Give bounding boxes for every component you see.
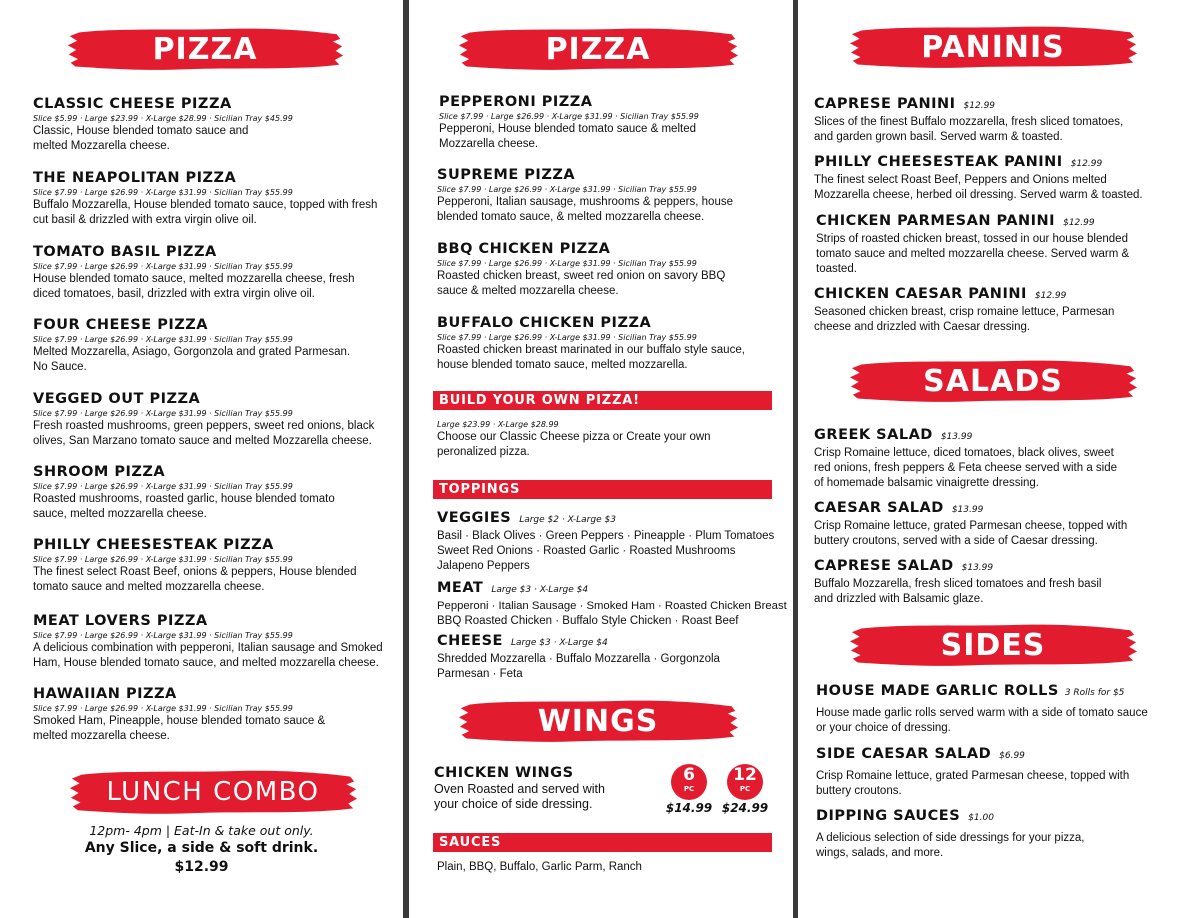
menu-item <box>816 682 1191 736</box>
lunch-price: $12.99 <box>174 859 229 875</box>
section-heading: PIZZA <box>545 31 651 67</box>
menu-item <box>816 807 1191 861</box>
item-price: $12.99 <box>963 101 996 111</box>
item-price: 3 Rolls for $5 <box>1064 688 1125 698</box>
menu-item <box>814 153 1194 203</box>
menu-panel-right <box>798 0 1200 918</box>
badge-count: 6 <box>683 765 695 785</box>
item-name: CAPRESE SALAD <box>814 558 954 574</box>
sauces-bar: SAUCES <box>433 833 772 852</box>
item-prices: Slice $7.99 · Large $26.99 · X-Large $31.99 · Sicilian Tray $55.99 <box>439 112 699 121</box>
menu-item <box>814 95 1189 145</box>
item-description: House blended tomato sauce, melted mozzarella cheese, fresh diced tomatoes, basil, drizzled with extra virgin olive oil. <box>33 273 355 300</box>
menu-item <box>437 166 782 225</box>
menu-item <box>814 426 1189 491</box>
build-your-own-info <box>437 419 777 460</box>
lunch-deal: Any Slice, a side & soft drink. <box>84 840 319 856</box>
menu-item <box>814 557 1189 607</box>
section-heading: WINGS <box>537 703 659 739</box>
item-name: CHICKEN CAESAR PANINI <box>814 286 1027 302</box>
item-name: CAESAR SALAD <box>814 500 944 516</box>
item-description: The finest select Roast Beef, Peppers and Onions melted Mozzarella cheese, herbed oil dressing. Served warm & toasted. <box>814 174 1143 201</box>
item-description: Slices of the finest Buffalo mozzarella, fresh sliced tomatoes, and garden grown basil. Served warm & toasted. <box>814 116 1124 143</box>
item-description: Buffalo Mozzarella, fresh sliced tomatoes and fresh basil and drizzled with Balsamic glaze. <box>814 578 1102 605</box>
section-heading: SALADS <box>923 363 1063 399</box>
wings-banner <box>457 698 739 744</box>
item-description: Crisp Romaine lettuce, diced tomatoes, black olives, sweet red onions, fresh peppers & Feta cheese served with a side of homemade balsamic vinaigrette dressing. <box>814 447 1118 489</box>
item-description: Roasted mushrooms, roasted garlic, house blended tomato sauce, melted mozzarella cheese. <box>33 493 335 520</box>
item-name: CLASSIC CHEESE PIZZA <box>33 96 232 112</box>
section-heading: SIDES <box>940 627 1046 663</box>
item-prices: Slice $7.99 · Large $26.99 · X-Large $31.99 · Sicilian Tray $55.99 <box>437 259 697 268</box>
menu-item <box>33 316 393 375</box>
menu-item <box>437 314 782 373</box>
item-name: BUFFALO CHICKEN PIZZA <box>437 315 652 331</box>
build-your-own-bar: BUILD YOUR OWN PIZZA! <box>433 391 772 410</box>
item-prices: Slice $7.99 · Large $26.99 · X-Large $31.99 · Sicilian Tray $55.99 <box>33 262 293 271</box>
item-name: SHROOM PIZZA <box>33 464 166 480</box>
topping-list: Jalapeno Peppers <box>437 560 530 572</box>
item-price: $1.00 <box>968 813 994 823</box>
item-name: CHICKEN WINGS <box>434 765 574 781</box>
menu-item <box>33 463 393 522</box>
topping-list: Parmesan · Feta <box>437 668 523 680</box>
sauce-list: Plain, BBQ, Buffalo, Garlic Parm, Ranch <box>437 861 642 873</box>
menu-item <box>814 499 1189 549</box>
item-description: Crisp Romaine lettuce, grated Parmesan cheese, topped with buttery croutons, served with a side of Caesar dressing. <box>814 520 1128 547</box>
paninis-banner <box>848 24 1138 70</box>
item-name: VEGGED OUT PIZZA <box>33 391 201 407</box>
topping-list: Shredded Mozzarella · Buffalo Mozzarella · Gorgonzola <box>437 653 720 665</box>
item-description: Fresh roasted mushrooms, green peppers, sweet red onions, black olives, San Marzano tomato sauce and melted Mozzarella cheese. <box>33 420 375 447</box>
topping-group-cheese <box>437 632 792 682</box>
menu-item <box>33 390 393 449</box>
topping-group-prices: Large $3 · X-Large $4 <box>510 638 608 648</box>
item-description: your choice of side dressing. <box>434 797 593 811</box>
item-name: HOUSE MADE GARLIC ROLLS <box>816 683 1059 699</box>
pizza-banner <box>457 26 739 72</box>
topping-group-meat <box>437 579 792 629</box>
topping-group-name: VEGGIES <box>437 510 512 526</box>
menu-item <box>33 612 393 671</box>
lunch-hours: 12pm- 4pm | Eat-In & take out only. <box>89 823 314 838</box>
lunch-combo-info <box>0 822 403 877</box>
item-name: PHILLY CHEESESTEAK PANINI <box>814 154 1063 170</box>
item-price: $12.99 <box>1063 218 1095 228</box>
item-price: $12.99 <box>1034 291 1067 301</box>
item-description: Melted Mozzarella, Asiago, Gorgonzola and grated Parmesan. No Sauce. <box>33 346 351 373</box>
sides-banner <box>848 622 1138 668</box>
item-prices: Slice $7.99 · Large $26.99 · X-Large $31.99 · Sicilian Tray $55.99 <box>33 482 293 491</box>
item-description: A delicious combination with pepperoni, Italian sausage and Smoked Ham, House blended tomato sauce, and melted mozzarella cheese. <box>33 642 383 669</box>
badge-unit: PC <box>683 785 695 793</box>
menu-item <box>439 93 784 152</box>
item-name: SUPREME PIZZA <box>437 167 576 183</box>
item-description: Strips of roasted chicken breast, tossed in our house blended tomato sauce and melted mozzarella cheese. Served warm & toasted. <box>816 233 1130 275</box>
item-name: CAPRESE PANINI <box>814 96 956 112</box>
topping-list: Pepperoni · Italian Sausage · Smoked Ham · Roasted Chicken Breast <box>437 600 787 612</box>
item-name: FOUR CHEESE PIZZA <box>33 317 208 333</box>
menu-item <box>814 285 1189 335</box>
item-description: Oven Roasted and served with <box>434 782 605 796</box>
item-price: $6.99 <box>999 751 1025 761</box>
item-name: PHILLY CHEESESTEAK PIZZA <box>33 537 274 553</box>
badge-unit: PC <box>739 785 751 793</box>
menu-item <box>33 536 393 595</box>
item-name: PEPPERONI PIZZA <box>439 94 593 110</box>
menu-item-wings <box>434 764 654 812</box>
topping-group-name: CHEESE <box>437 633 503 649</box>
item-description: Crisp Romaine lettuce, grated Parmesan cheese, topped with buttery croutons. <box>816 770 1130 797</box>
menu-panel-left <box>0 0 403 918</box>
item-prices: Slice $5.99 · Large $23.99 · X-Large $28.99 · Sicilian Tray $45.99 <box>33 114 293 123</box>
item-name: THE NEAPOLITAN PIZZA <box>33 170 237 186</box>
lunch-combo-banner <box>68 768 358 816</box>
item-prices: Slice $7.99 · Large $26.99 · X-Large $31.99 · Sicilian Tray $55.99 <box>33 188 293 197</box>
menu-item <box>437 240 782 299</box>
menu-item <box>33 243 393 302</box>
item-prices: Slice $7.99 · Large $26.99 · X-Large $31.99 · Sicilian Tray $55.99 <box>33 555 293 564</box>
item-prices: Slice $7.99 · Large $26.99 · X-Large $31.99 · Sicilian Tray $55.99 <box>437 333 697 342</box>
item-description: House made garlic rolls served warm with a side of tomato sauce or your choice of dressing. <box>816 707 1148 734</box>
topping-group-prices: Large $3 · X-Large $4 <box>491 585 589 595</box>
item-price: $13.99 <box>940 432 973 442</box>
wings-6pc-price: $14.99 <box>665 801 713 815</box>
topping-group-prices: Large $2 · X-Large $3 <box>519 515 616 525</box>
menu-item <box>33 685 393 744</box>
item-name: MEAT LOVERS PIZZA <box>33 613 208 629</box>
item-description: Seasoned chicken breast, crisp romaine lettuce, Parmesan cheese and drizzled with Caesar dressing. <box>814 306 1115 333</box>
pizza-banner <box>66 26 344 72</box>
item-name: TOMATO BASIL PIZZA <box>33 244 217 260</box>
item-name: HAWAIIAN PIZZA <box>33 686 177 702</box>
item-prices: Large $23.99 · X-Large $28.99 <box>437 420 559 429</box>
item-description: Roasted chicken breast marinated in our buffalo style sauce, house blended tomato sauce, melted mozzarella. <box>437 344 745 371</box>
wings-12pc-price: $24.99 <box>721 801 769 815</box>
section-heading: LUNCH COMBO <box>106 777 320 807</box>
toppings-bar: TOPPINGS <box>433 480 772 499</box>
item-prices: Slice $7.99 · Large $26.99 · X-Large $31.99 · Sicilian Tray $55.99 <box>437 185 697 194</box>
item-description: Choose our Classic Cheese pizza or Create your own peronalized pizza. <box>437 431 711 458</box>
wings-6pc-badge <box>671 764 707 800</box>
item-description: Roasted chicken breast, sweet red onion on savory BBQ sauce & melted mozzarella cheese. <box>437 270 726 297</box>
item-description: Pepperoni, House blended tomato sauce & melted Mozzarella cheese. <box>439 123 696 150</box>
item-prices: Slice $7.99 · Large $26.99 · X-Large $31.99 · Sicilian Tray $55.99 <box>33 704 293 713</box>
topping-group-name: MEAT <box>437 580 484 596</box>
item-price: $13.99 <box>951 505 984 515</box>
menu-item <box>816 745 1191 799</box>
item-name: SIDE CAESAR SALAD <box>816 746 992 762</box>
item-name: BBQ CHICKEN PIZZA <box>437 241 611 257</box>
topping-list: Basil · Black Olives · Green Peppers · Pineapple · Plum Tomatoes <box>437 530 775 542</box>
item-description: The finest select Roast Beef, onions & peppers, House blended tomato sauce and melted mozzarella cheese. <box>33 566 357 593</box>
item-price: $13.99 <box>961 563 994 573</box>
menu-panel-center <box>409 0 793 918</box>
item-description: Pepperoni, Italian sausage, mushrooms & peppers, house blended tomato sauce, & melted mozzarella cheese. <box>437 196 733 223</box>
item-description: Smoked Ham, Pineapple, house blended tomato sauce & melted mozzarella cheese. <box>33 715 326 742</box>
item-prices: Slice $7.99 · Large $26.99 · X-Large $31.99 · Sicilian Tray $55.99 <box>33 631 293 640</box>
item-price: $12.99 <box>1070 159 1103 169</box>
topping-list: Sweet Red Onions · Roasted Garlic · Roasted Mushrooms <box>437 545 736 557</box>
item-description: Classic, House blended tomato sauce and melted Mozzarella cheese. <box>33 125 249 152</box>
item-prices: Slice $7.99 · Large $26.99 · X-Large $31.99 · Sicilian Tray $55.99 <box>33 409 293 418</box>
item-description: A delicious selection of side dressings for your pizza, wings, salads, and more. <box>816 832 1085 859</box>
item-name: CHICKEN PARMESAN PANINI <box>816 213 1056 229</box>
item-name: DIPPING SAUCES <box>816 808 961 824</box>
item-name: GREEK SALAD <box>814 427 933 443</box>
section-heading: PIZZA <box>152 31 258 67</box>
wings-12pc-badge <box>727 764 763 800</box>
salads-banner <box>848 358 1138 404</box>
menu-item <box>816 212 1191 277</box>
section-heading: PANINIS <box>921 29 1065 65</box>
topping-group-veggies <box>437 509 792 574</box>
item-prices: Slice $7.99 · Large $26.99 · X-Large $31.99 · Sicilian Tray $55.99 <box>33 335 293 344</box>
menu-item <box>33 95 393 154</box>
topping-list: BBQ Roasted Chicken · Buffalo Style Chicken · Roast Beef <box>437 615 739 627</box>
menu-item <box>33 169 393 228</box>
item-description: Buffalo Mozzarella, House blended tomato sauce, topped with fresh cut basil & drizzled with extra virgin olive oil. <box>33 199 378 226</box>
badge-count: 12 <box>733 765 757 785</box>
